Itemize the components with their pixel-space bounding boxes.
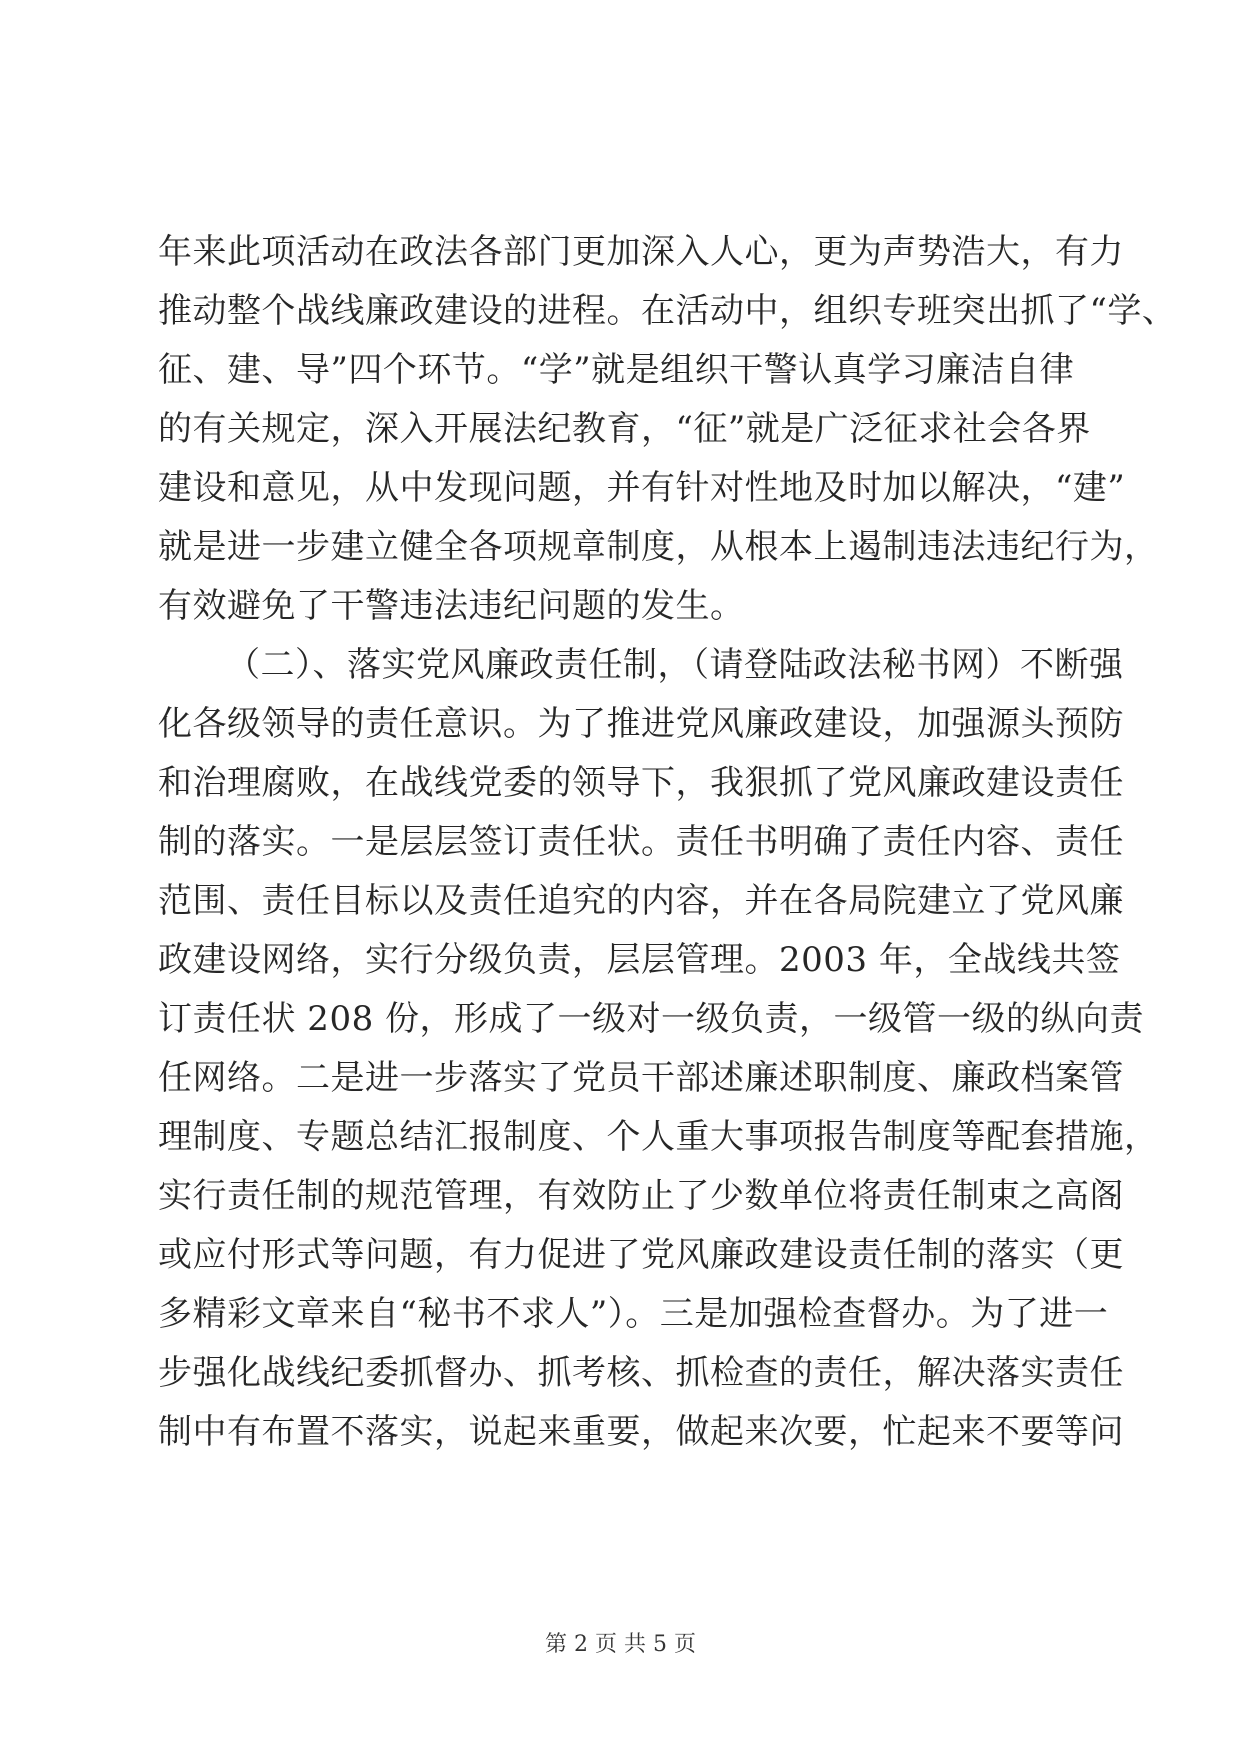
- text-line: 和治理腐败，在战线党委的领导下，我狠抓了党风廉政建设责任: [158, 763, 1124, 803]
- text-line: 范围、责任目标以及责任追究的内容，并在各局院建立了党风廉: [158, 881, 1124, 921]
- text-line: 任网络。二是进一步落实了党员干部述廉述职制度、廉政档案管: [158, 1058, 1124, 1098]
- text-line: 步强化战线纪委抓督办、抓考核、抓检查的责任，解决落实责任: [158, 1353, 1124, 1393]
- text-line: 征、建、导”四个环节。“学”就是组织干警认真学习廉洁自律: [158, 350, 1075, 390]
- text-line: 订责任状 208 份，形成了一级对一级负责，一级管一级的纵向责: [158, 999, 1145, 1039]
- text-line: 就是进一步建立健全各项规章制度，从根本上遏制违法违纪行为，: [158, 527, 1159, 567]
- text-line: 化各级领导的责任意识。为了推进党风廉政建设，加强源头预防: [158, 704, 1124, 744]
- page-number-footer: 第 2 页 共 5 页: [545, 1632, 696, 1657]
- text-line: 推动整个战线廉政建设的进程。在活动中，组织专班突出抓了“学、: [158, 291, 1177, 331]
- text-line: 或应付形式等问题，有力促进了党风廉政建设责任制的落实（更: [158, 1235, 1124, 1275]
- text-line: 建设和意见，从中发现问题，并有针对性地及时加以解决，“建”: [158, 468, 1126, 508]
- text-line: 实行责任制的规范管理，有效防止了少数单位将责任制束之高阁: [158, 1176, 1124, 1216]
- text-line: 年来此项活动在政法各部门更加深入人心，更为声势浩大，有力: [158, 232, 1124, 272]
- text-line: 有效避免了干警违法违纪问题的发生。: [158, 586, 745, 626]
- text-line: 政建设网络，实行分级负责，层层管理。2003 年，全战线共签: [158, 940, 1121, 980]
- text-line: 理制度、专题总结汇报制度、个人重大事项报告制度等配套措施，: [158, 1117, 1159, 1157]
- paragraph-first-line: （二）、落实党风廉政责任制，（请登陆政法秘书网）不断强: [226, 645, 1124, 685]
- text-line: 制中有布置不落实，说起来重要，做起来次要，忙起来不要等问: [158, 1412, 1124, 1452]
- text-line: 制的落实。一是层层签订责任状。责任书明确了责任内容、责任: [158, 822, 1124, 862]
- text-line: 多精彩文章来自“秘书不求人”）。三是加强检查督办。为了进一: [158, 1294, 1109, 1334]
- text-line: 的有关规定，深入开展法纪教育，“征”就是广泛征求社会各界: [158, 409, 1091, 449]
